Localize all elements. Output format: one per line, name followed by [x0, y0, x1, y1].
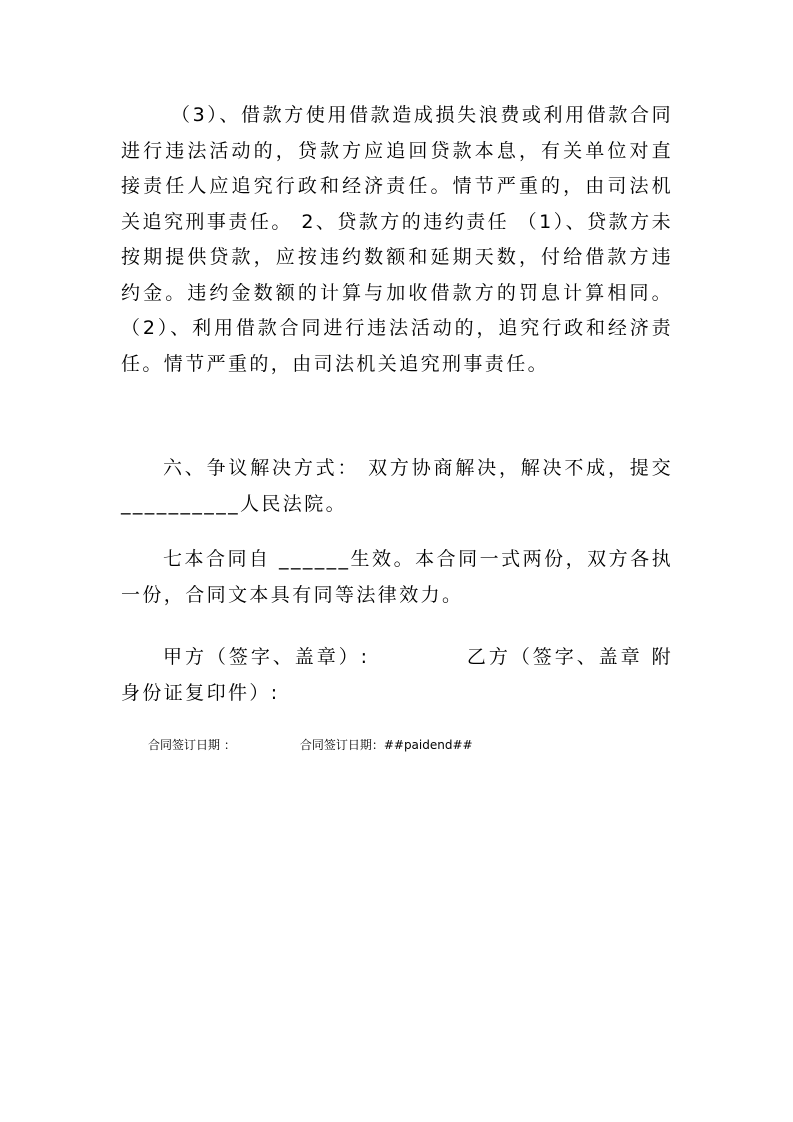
dispute-resolution-paragraph: 六、争议解决方式： 双方协商解决，解决不成，提交__________人民法院。	[121, 457, 673, 515]
signature-dates-line	[148, 736, 473, 754]
effectiveness-paragraph: 七本合同自 ______生效。本合同一式两份，双方各执一份，合同文本具有同等法律效力。	[121, 548, 673, 606]
signature-parties-paragraph: 甲方（签字、盖章）: 乙方（签字、盖章 附身份证复印件）:	[121, 646, 673, 704]
party-a-signing-date: 合同签订日期 ：	[148, 738, 236, 752]
liability-clause-paragraph: （3）、借款方使用借款造成损失浪费或利用借款合同进行违法活动的，贷款方应追回贷款本息，有关单位对直接责任人应追究行政和经济责任。情节严重的，由司法机关追究刑事责任。 2、贷款方的违约责任 （1）、贷款方未按期提供贷款，应按违约数额和延期天数，付给借款方违约金。违约金数额的计算与加收借款方的罚息计算相同。 （2）、利用借款合同进行违法活动的，追究行政和经济责任。情节严重的，由司法机关追究刑事责任。	[121, 104, 673, 375]
party-b-signing-date: 合同签订日期：##paidend##	[299, 738, 473, 752]
